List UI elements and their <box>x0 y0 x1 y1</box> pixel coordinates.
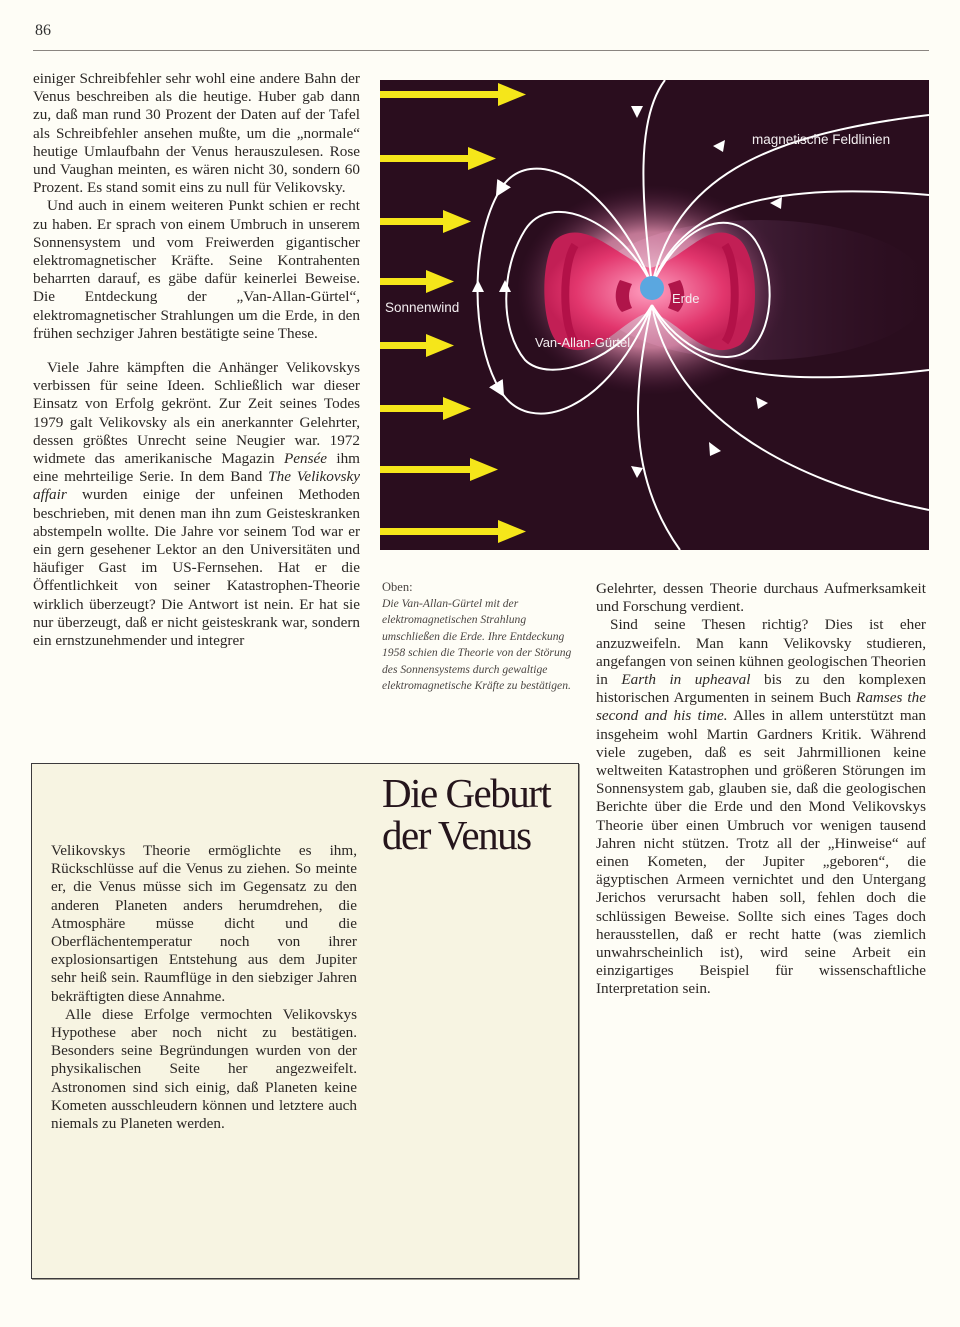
caption-body: Die Van-Allan-Gürtel mit der elektromagnetischen Strahlung umschließen die Erde. Ihre Entdeckung 1958 schien die Theorie von der Störung des Sonnensystems durch gewaltige elektromagnetische Kräfte zu bestätigen. <box>382 596 572 692</box>
left-paragraph-2: Und auch in einem weiteren Punkt schien er recht zu haben. Er sprach von einem Umbruch in unserem Sonnensystem und vom Freiwerden gigantischer elektromagnetischer Kräfte. Seine Kontrahenten beharrten darauf, es gäbe dafür keinerlei Beweise. Die Entdeckung der „Van-Allan-Gürtel“, elektromagnetischer Strahlungen um die Erde, in den frühen sechziger Jahren bestätigte seine These. <box>33 197 360 342</box>
right-paragraph-2 <box>596 616 926 998</box>
van-allan-belt-illustration <box>380 80 929 550</box>
book-title: Earth in upheaval <box>621 671 751 689</box>
page-number: 86 <box>35 22 51 39</box>
sidebar-paragraph-1: Velikovskys Theorie ermöglichte es ihm, Rückschlüsse auf die Venus zu ziehen. So meinte er, die Venus müsse sich im Gegensatz zu den anderen Planeten anders herumdrehen, die Atmosphäre müsse dicht und die Oberflächentemperatur noch von ihrer explosionsartigen Entstehung aus dem Jupiter sehr heiß sein. Raumflüge in den siebziger Jahren bekräftigten diese Annahme. <box>51 842 357 1005</box>
sidebar-title-line-2: der Venus <box>382 812 531 858</box>
earth-icon <box>640 276 664 300</box>
book-title: The Velikovsky affair <box>33 468 360 504</box>
text-run: wurden einige der unfeinen Methoden beschrieben, mit denen man ihn zum Geisteskranken abstempeln wollte. Die Jahre vor seinem Tod war er ein gern gesehener Lektor an den Universitäten und häufiger Gast im US-Fernsehen. Hat er die Öffentlichkeit von seiner Katastrophen-Theorie wirklich überzeugt? Die Antwort ist nein. Er hat sie nur überzeugt, daß er nicht geisteskrank war, sondern ein ernstzunehmender und integrer <box>33 486 360 650</box>
sidebar-title-line-1: Die Geburt <box>382 770 551 816</box>
sidebar-text <box>51 842 357 1133</box>
right-column <box>596 580 926 999</box>
sidebar-title <box>382 772 582 856</box>
text-run: Alles in allem unterstützt man insgeheim wohl Martin Gardners Kritik. Während viele zugeben, daß es seit Jahrmillionen keine weltweiten Katastrophen und größeren Störungen im Sonnensystem gab, glauben sie, daß die geologischen Berichte über die Erde und den Mond Velikovskys Theorie über einen Umbruch vor wenigen tausend Jahren nicht stützen. Trotz all der „Hinweise“ auf einen Kometen, der Jupiter „geboren“, die ägyptischen Armeen vernichtet und den Untergang Jerichos verursacht haben soll, fehlen doch die schlüssigen Beweise. Sollte sich eines Tages doch herausstellen, daß er recht hatte (was ziemlich unwahrscheinlich ist), wird seine Arbeit ein einzigartiges Beispiel für wissenschaftliche Interpretation sein. <box>596 707 927 998</box>
sidebar-box <box>31 763 579 1279</box>
text-run: ihm eine mehrteilige Serie. In dem Band <box>33 450 360 486</box>
left-column <box>33 70 360 650</box>
caption-heading: Oben: <box>382 580 413 594</box>
magazine-title: Pensée <box>283 450 327 468</box>
sidebar-paragraph-2: Alle diese Erfolge vermochten Velikovskys Hypothese aber noch nicht zu bestätigen. Besonders seine Begründungen wurden von der physikalischen Seite her angezweifelt. Astronomen sind sich einig, daß Planeten keine Kometen ausschleudern können und letztere auch niemals zu Planeten werden. <box>51 1005 357 1133</box>
text-run: bis zu den komplexen historischen Argumenten in seinem Buch <box>596 671 926 707</box>
text-run: Sind seine Thesen richtig? Dies ist eher anzuzweifeln. Man kann Velikovsky studieren, angefangen von seinen kühnen geologischen Theorien in <box>596 616 926 689</box>
header-rule <box>33 50 929 51</box>
text-run: Viele Jahre kämpften die Anhänger Velikovskys verbissen für seine Ideen. Schließlich war dieser Einsatz von Erfolg gekrönt. Zur Zeit seines Todes 1979 galt Velikovsky als ein anerkannter Gelehrter, dessen größtes Unrecht seine Neugier war. 1972 widmete das amerikanische Magazin <box>33 359 360 468</box>
label-earth: Erde <box>672 291 700 306</box>
right-paragraph-1: Gelehrter, dessen Theorie durchaus Aufmerksamkeit und Forschung verdient. <box>596 580 926 616</box>
label-van-allan-belt: Van-Allan-Gürtel <box>535 335 631 350</box>
label-solar-wind: Sonnenwind <box>385 300 460 315</box>
book-title: Ramses the second and his time. <box>596 689 926 725</box>
figure-caption <box>382 579 582 695</box>
magnetosphere-diagram <box>380 80 929 550</box>
left-paragraph-1: einiger Schreibfehler sehr wohl eine andere Bahn der Venus beschreiben als die heutige. Huber gab dann zu, daß man rund 30 Prozent der Daten auf der Tafel als Schreibfehler ansehen mußte, um die „normale“ heutige Umlaufbahn der Venus herauszulesen. Rose und Vaughan meinten, es wären nicht 30, sondern 60 Prozent. Es stand somit eins zu null für Velikovsky. <box>33 70 360 197</box>
label-magnetic-field-lines: magnetische Feldlinien <box>752 132 891 147</box>
left-paragraph-3 <box>33 359 360 650</box>
